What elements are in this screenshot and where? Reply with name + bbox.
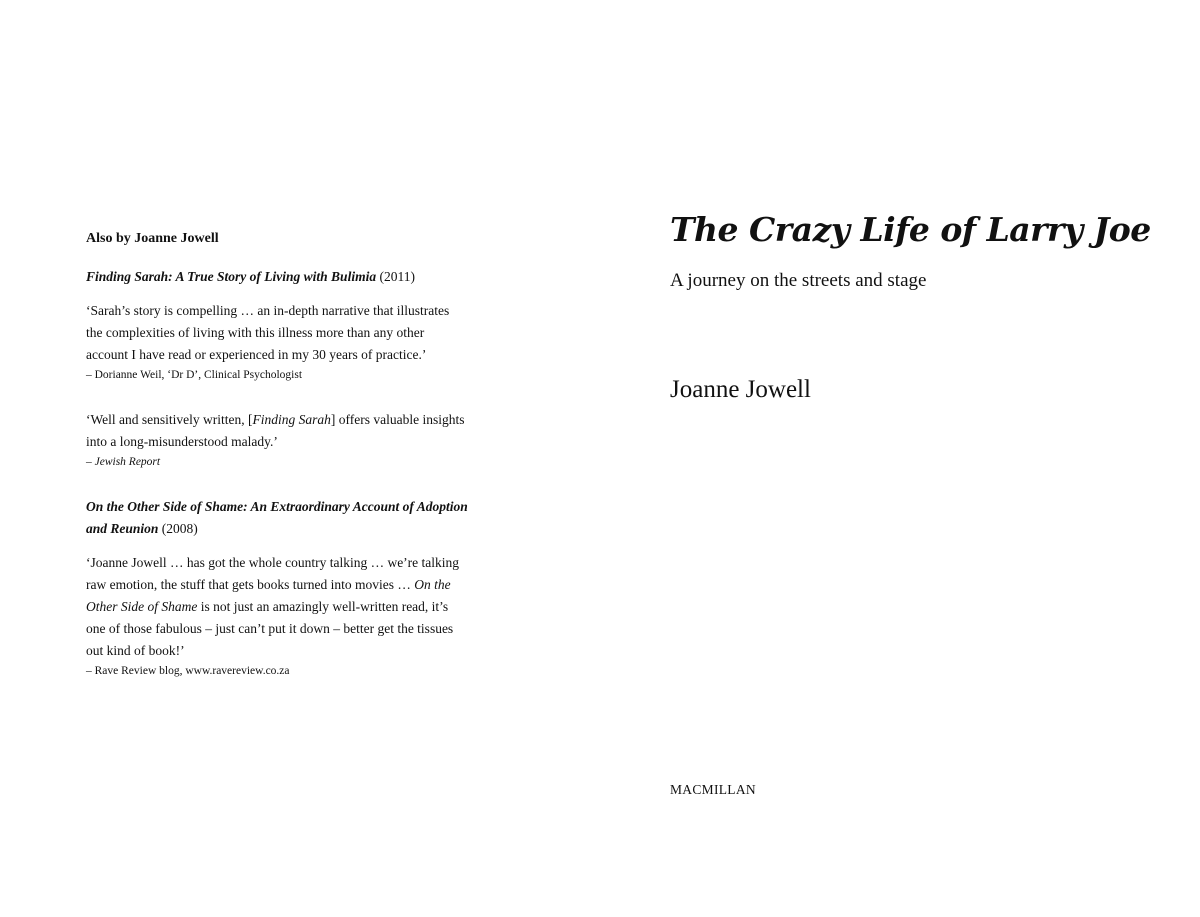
book-title-other-side-of-shame: On the Other Side of Shame: An Extraordinary Account of Adoption <box>86 499 468 514</box>
also-by-page <box>86 228 478 702</box>
book-subtitle: A journey on the streets and stage <box>670 270 927 291</box>
review-quote-italic: Other Side of Shame <box>86 599 198 614</box>
review-quote-italic: On the <box>414 577 451 592</box>
book-title-other-side-of-shame-cont: and Reunion <box>86 521 159 536</box>
title-page <box>670 204 1170 403</box>
author-name: Joanne Jowell <box>670 376 811 403</box>
review-quote-line: into a long-misunderstood malady.’ <box>86 434 278 449</box>
publisher-name: MACMILLAN <box>670 782 756 797</box>
review-quote-line <box>86 574 478 596</box>
review-attribution: – Dorianne Weil, ‘Dr D’, Clinical Psychologist <box>86 369 303 381</box>
review-quote-text: raw emotion, the stuff that gets books turned into movies … <box>86 577 415 592</box>
book-entry-finding-sarah <box>86 266 478 288</box>
review-quote-text: ‘Well and sensitively written, [ <box>86 412 253 427</box>
review-quote-line: ‘Joanne Jowell … has got the whole country talking … we’re talking <box>86 555 460 570</box>
review-quote-line: the complexities of living with this illness more than any other <box>86 325 425 340</box>
review-quote-line: account I have read or experienced in my 30 years of practice.’ <box>86 347 427 362</box>
book-entry-other-side-of-shame <box>86 496 478 540</box>
book-title-finding-sarah: Finding Sarah: A True Story of Living with Bulimia <box>86 269 377 284</box>
review-quote-line <box>86 409 478 431</box>
review-quote-line <box>86 596 478 618</box>
review-quote-text: ] offers valuable insights <box>330 412 465 427</box>
review-attribution: – Rave Review blog, www.ravereview.co.za <box>86 665 290 677</box>
review-shame <box>86 552 478 680</box>
book-title: The Crazy Life of Larry Joe <box>670 210 1151 249</box>
review-sarah-2 <box>86 409 478 471</box>
review-quote-line: one of those fabulous – just can’t put it down – better get the tissues <box>86 621 454 636</box>
book-year-finding-sarah: (2011) <box>376 269 415 284</box>
also-by-heading: Also by Joanne Jowell <box>86 231 219 246</box>
book-year-other-side-of-shame: (2008) <box>158 521 198 536</box>
review-quote-italic: Finding Sarah <box>252 412 331 427</box>
review-attribution: – Jewish Report <box>86 456 161 468</box>
review-quote-line: out kind of book!’ <box>86 643 185 658</box>
review-quote-line: ‘Sarah’s story is compelling … an in-depth narrative that illustrates <box>86 303 450 318</box>
review-quote-text: is not just an amazingly well-written read, it’s <box>197 599 449 614</box>
review-sarah-1 <box>86 300 478 384</box>
